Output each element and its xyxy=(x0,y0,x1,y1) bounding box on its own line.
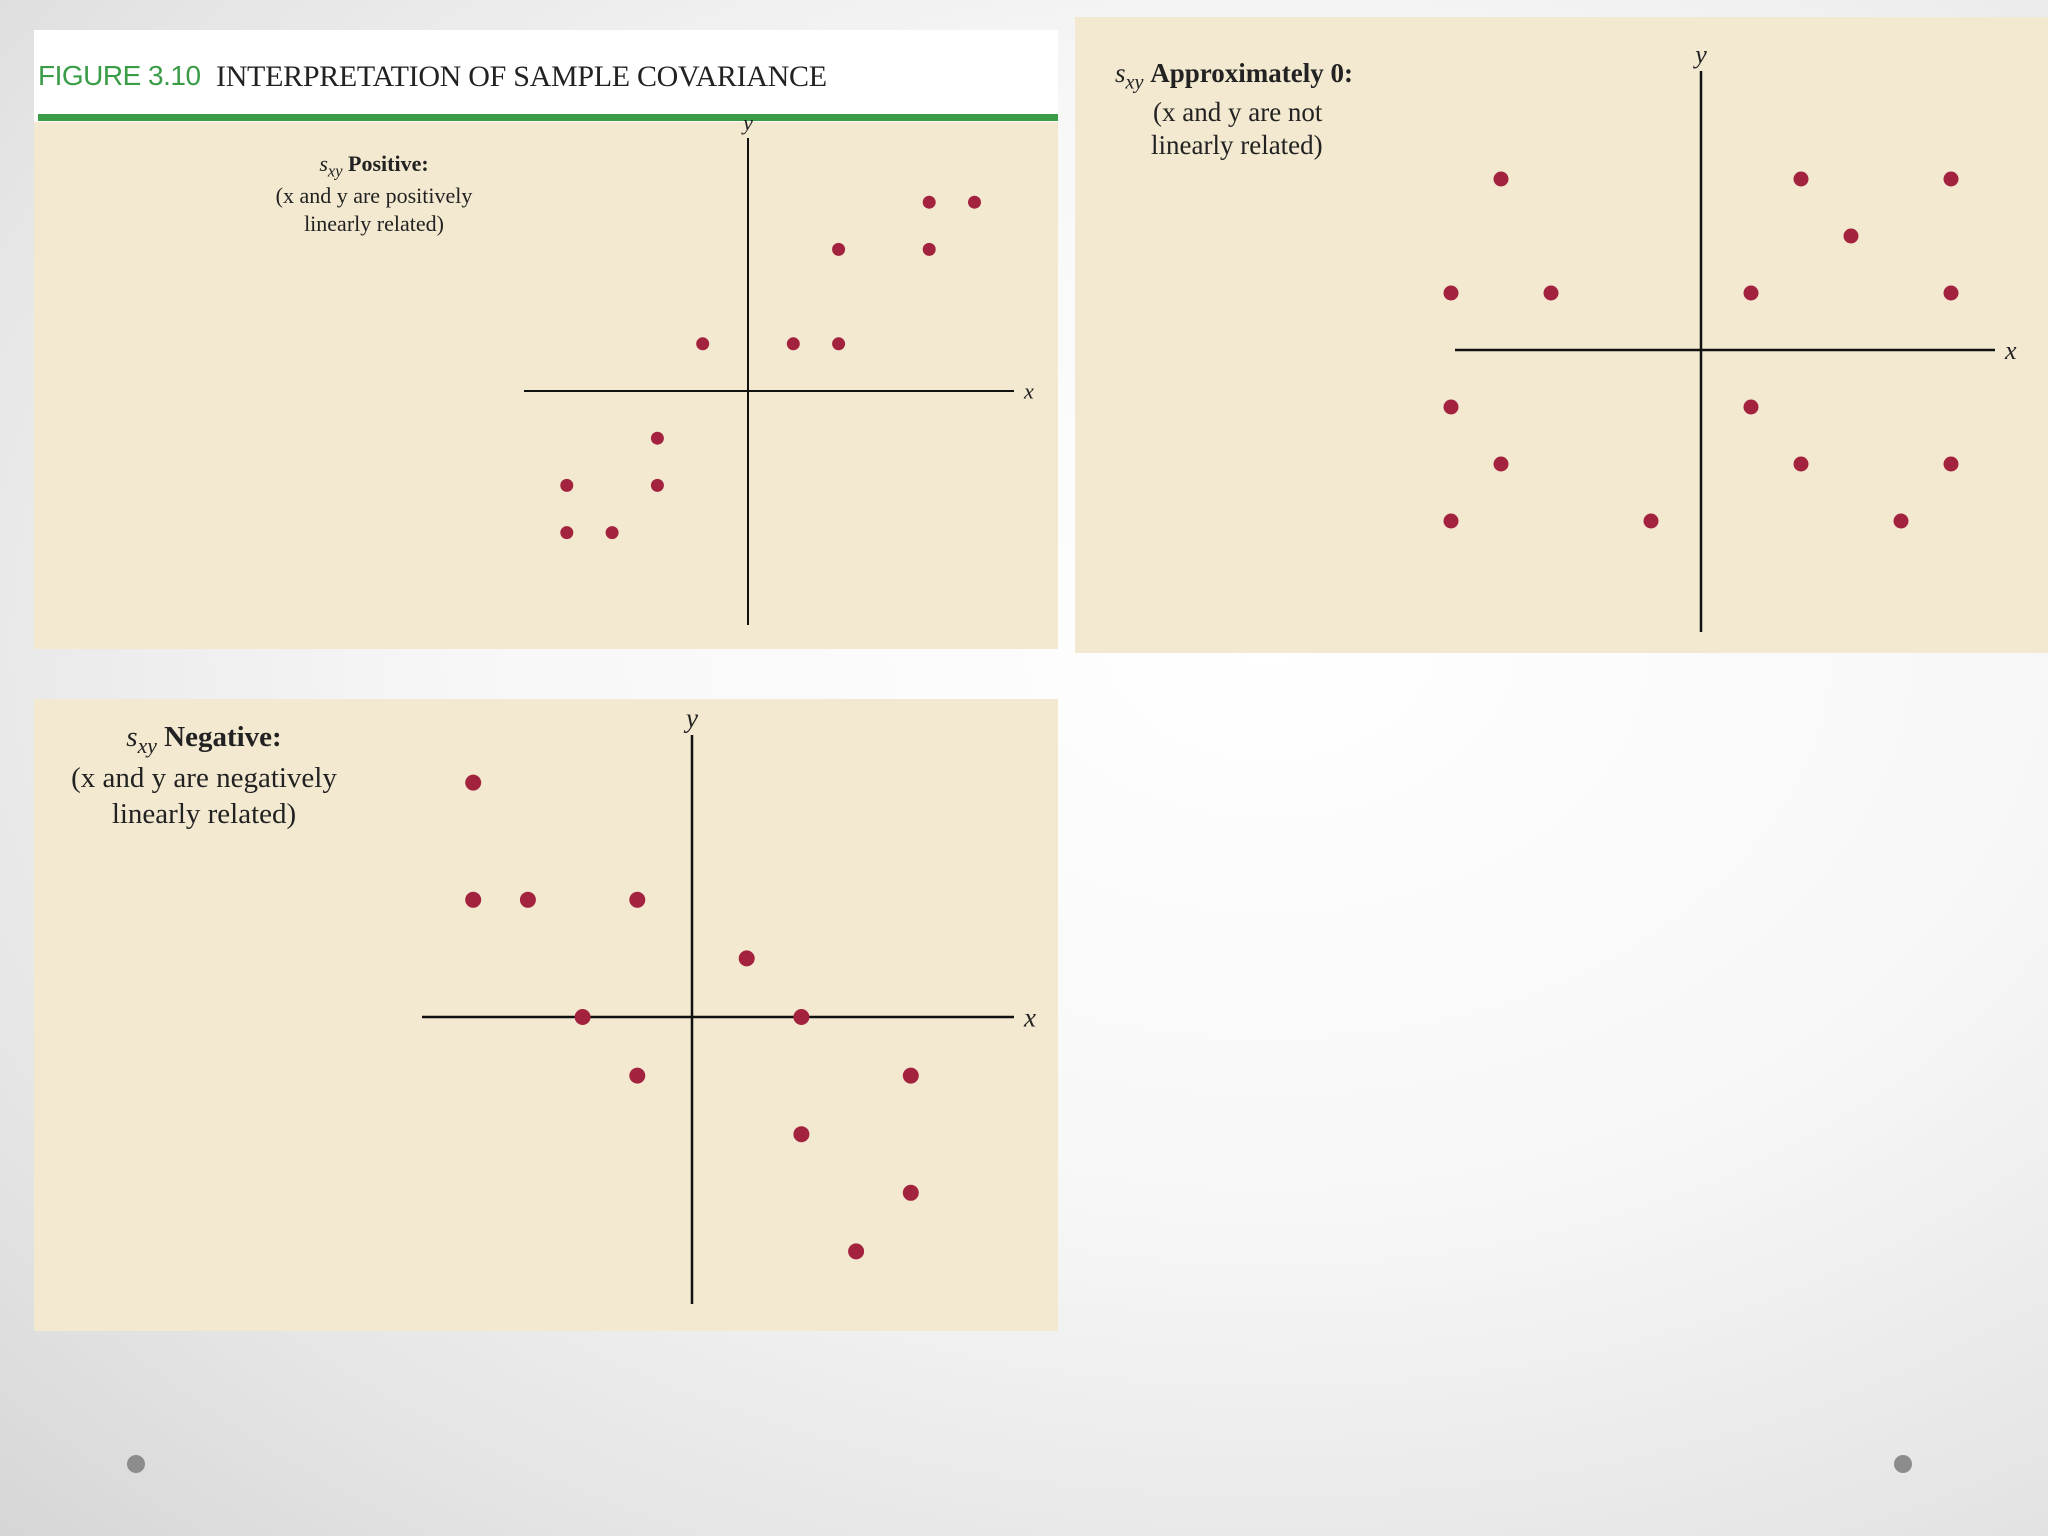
data-point xyxy=(739,950,755,966)
caption-line-2: linearly related) xyxy=(304,210,444,236)
chart-panel-zero xyxy=(1075,17,2048,653)
data-point xyxy=(575,1009,591,1025)
data-point xyxy=(696,337,709,350)
caption-line-2: linearly related) xyxy=(1151,130,1323,161)
x-axis-label: x xyxy=(1024,1002,1036,1033)
slide-bullet-left xyxy=(127,1455,145,1473)
data-point xyxy=(1844,229,1859,244)
data-point xyxy=(1944,457,1959,472)
data-point xyxy=(848,1243,864,1259)
figure-number: FIGURE 3.10 xyxy=(38,60,201,91)
data-point xyxy=(1444,514,1459,529)
data-point xyxy=(1494,457,1509,472)
data-point xyxy=(465,775,481,791)
figure-title: INTERPRETATION OF SAMPLE COVARIANCE xyxy=(216,60,827,93)
data-point xyxy=(520,892,536,908)
chart-panel-negative xyxy=(34,699,1058,1331)
caption-line-1: (x and y are positively xyxy=(275,183,473,209)
data-point xyxy=(1644,514,1659,529)
data-point xyxy=(1494,172,1509,187)
slide-bullet-right xyxy=(1894,1455,1912,1473)
data-point xyxy=(1744,400,1759,415)
x-axis-label: x xyxy=(1024,378,1034,404)
data-point xyxy=(793,1009,809,1025)
data-point xyxy=(1794,172,1809,187)
caption-heading: $s_{xy}$ Approximately 0: xyxy=(1115,58,1353,94)
y-axis-label: y xyxy=(1695,40,1707,69)
data-point xyxy=(651,432,664,445)
caption-line-1: (x and y are not xyxy=(1153,96,1323,127)
data-point xyxy=(606,526,619,539)
scatter-plot-positive xyxy=(34,30,1058,649)
data-point xyxy=(923,243,936,256)
data-point xyxy=(629,1068,645,1084)
data-point xyxy=(560,526,573,539)
data-point xyxy=(903,1185,919,1201)
data-point xyxy=(1444,400,1459,415)
data-point xyxy=(1444,286,1459,301)
caption-line-1: (x and y are negatively xyxy=(71,761,337,794)
data-point xyxy=(832,243,845,256)
data-point xyxy=(787,337,800,350)
y-axis-label: y xyxy=(743,110,753,135)
data-point xyxy=(1894,514,1909,529)
data-point xyxy=(968,196,981,209)
data-point xyxy=(1944,172,1959,187)
caption-heading: $s_{xy}$ Negative: xyxy=(126,721,282,758)
data-point xyxy=(465,892,481,908)
data-point xyxy=(651,479,664,492)
scatter-plot-negative xyxy=(34,699,1058,1331)
data-point xyxy=(1944,286,1959,301)
data-point xyxy=(832,337,845,350)
scatter-plot-zero xyxy=(1075,17,2048,653)
x-axis-label: x xyxy=(2005,336,2017,366)
caption-line-2: linearly related) xyxy=(111,798,297,831)
data-point xyxy=(793,1126,809,1142)
data-point xyxy=(1744,286,1759,301)
data-point xyxy=(629,892,645,908)
data-point xyxy=(1794,457,1809,472)
data-point xyxy=(923,196,936,209)
caption-heading: $s_{xy}$ Positive: xyxy=(319,151,429,181)
chart-panel-positive xyxy=(34,30,1058,649)
data-point xyxy=(1544,286,1559,301)
data-point xyxy=(903,1068,919,1084)
data-point xyxy=(560,479,573,492)
y-axis-label: y xyxy=(686,703,698,733)
